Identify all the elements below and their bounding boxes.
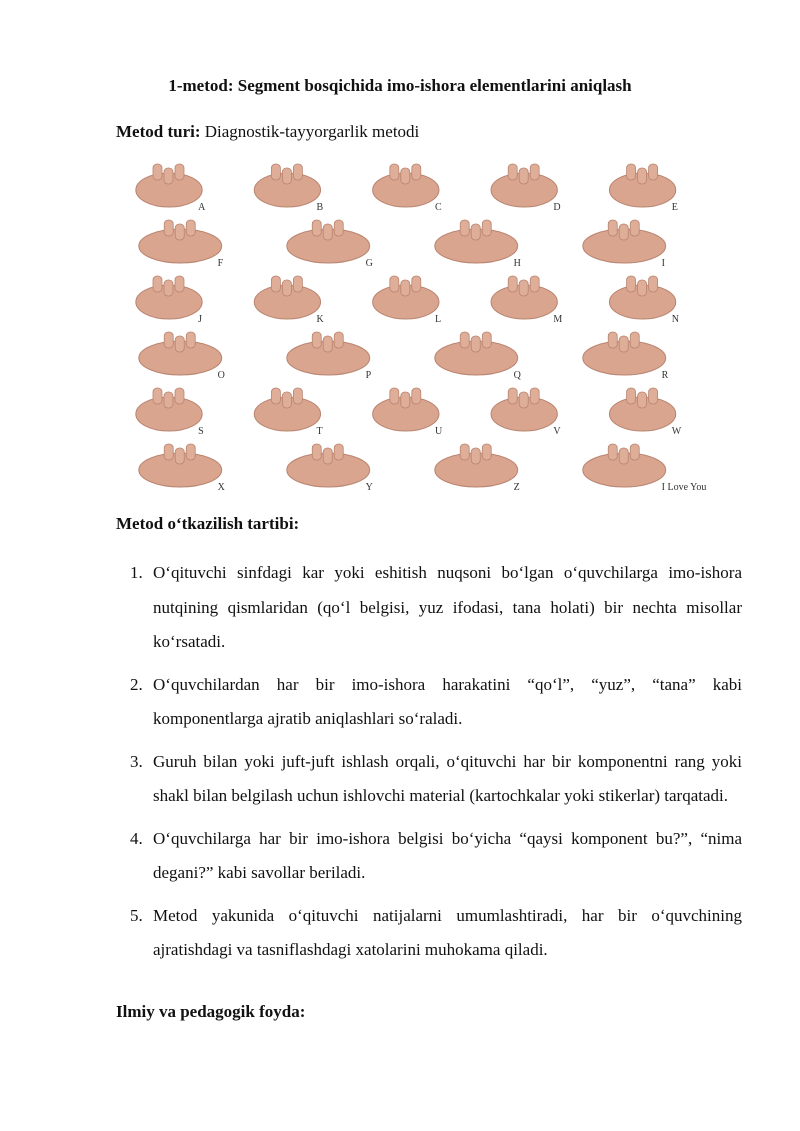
sign-letter: B (316, 202, 324, 213)
page-title: 1-metod: Segment bosqichida imo-ishora elementlarini aniqlash (168, 76, 632, 95)
hand-sign (139, 220, 224, 269)
step-text: O‘quvchilardan har bir imo-ishora harakatini “qo‘l”, “yuz”, “tana” kabi komponentlarga ajratib aniqlashlari so‘raladi. (153, 674, 742, 728)
step-text: Guruh bilan yoki juft-juft ishlash orqali, o‘qituvchi har bir komponentni rang yoki shakl bilan belgilash uchun ishlovchi material (kartochkalar yoki stikerlar) tarqatadi. (153, 751, 742, 805)
hand-sign (373, 276, 441, 325)
hand-sign (136, 276, 202, 325)
sign-alphabet-figure (124, 160, 716, 500)
hand-sign (435, 444, 520, 493)
hand-sign (373, 164, 442, 213)
method-type-value: Diagnostik-tayyorgarlik metodi (204, 122, 420, 141)
sign-letter: J (198, 314, 203, 325)
sign-letter: D (553, 202, 561, 213)
step-item (116, 899, 742, 968)
sign-letter: S (198, 426, 204, 437)
hand-sign (491, 164, 561, 213)
hand-sign (373, 388, 443, 437)
sign-letter: F (217, 258, 224, 269)
step-number: 2. (130, 674, 143, 694)
hand-sign (435, 220, 521, 269)
sign-letter: A (198, 202, 206, 213)
sign-letter: E (671, 202, 678, 213)
hand-sign (491, 276, 562, 325)
hand-sign (136, 388, 204, 437)
step-item (116, 668, 742, 737)
hand-sign (254, 164, 323, 213)
hand-sign (491, 388, 561, 437)
step-number: 4. (130, 828, 143, 848)
hand-sign (254, 276, 324, 325)
sign-letter: Z (513, 482, 520, 493)
step-item (116, 556, 742, 660)
sign-letter: H (513, 258, 521, 269)
sign-letter: T (316, 426, 323, 437)
hand-sign (136, 164, 206, 213)
sign-letter: G (365, 258, 373, 269)
hand-sign (609, 276, 679, 325)
sign-letter: L (434, 314, 442, 325)
sign-letter: Q (513, 370, 521, 381)
step-number: 3. (130, 751, 143, 771)
sign-letter: P (365, 370, 372, 381)
hand-signs-image (124, 160, 716, 500)
method-type (116, 122, 419, 142)
sign-letter: I Love You (661, 482, 707, 493)
sign-letter: I (661, 258, 666, 269)
sign-letter: N (671, 314, 679, 325)
hand-sign (583, 220, 666, 269)
sign-letter: V (553, 426, 561, 437)
hand-sign (609, 388, 681, 437)
hand-sign (287, 444, 373, 493)
hand-sign (609, 164, 677, 213)
sign-letter: Y (365, 482, 373, 493)
sign-letter: X (217, 482, 225, 493)
hand-sign (287, 332, 372, 381)
sign-letter: R (661, 370, 669, 381)
hand-sign (139, 332, 225, 381)
step-item (116, 745, 742, 814)
sign-letter: C (434, 202, 442, 213)
sign-letter: K (316, 314, 324, 325)
hand-sign (435, 332, 522, 381)
step-item (116, 822, 742, 891)
hand-sign (583, 444, 707, 493)
section-heading-tartib: Metod o‘tkazilish tartibi: (116, 514, 300, 533)
hand-sign (287, 220, 373, 269)
method-type-label: Metod turi: (116, 122, 201, 141)
sign-letter: O (217, 370, 225, 381)
sign-letter: W (671, 426, 682, 437)
step-text: O‘quvchilarga har bir imo-ishora belgisi bo‘yicha “qaysi komponent bu?”, “nima degani?” kabi savollar beriladi. (153, 828, 742, 882)
hand-sign (583, 332, 669, 381)
step-text: Metod yakunida o‘qituvchi natijalarni umumlashtiradi, har bir o‘quvchining ajratishdagi va tasniflashdagi xatolarini muhokama qiladi. (153, 905, 742, 959)
step-number: 1. (130, 563, 143, 582)
step-number: 5. (130, 905, 143, 925)
step-text: O‘qituvchi sinfdagi kar yoki eshitish nuqsoni bo‘lgan o‘quvchilarga imo-ishora nutqining qismlaridan (qo‘l belgisi, yuz ifodasi, tana holati) bir nechta misollar ko‘rsatadi. (153, 563, 742, 651)
hand-sign (139, 444, 226, 493)
hand-sign (254, 388, 322, 437)
sign-letter: M (553, 314, 563, 325)
sign-letter: U (434, 426, 443, 437)
section-heading-foyda: Ilmiy va pedagogik foyda: (116, 1002, 306, 1021)
steps-list (116, 556, 742, 976)
